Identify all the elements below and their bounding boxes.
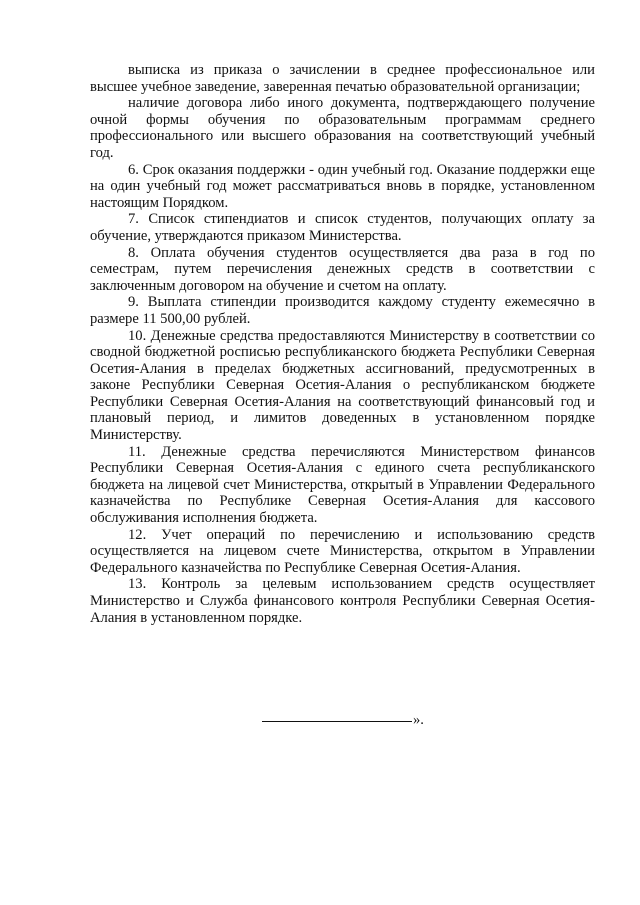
paragraph-item-9: 9. Выплата стипендии производится каждому студенту ежемесячно в размере 11 500,00 рублей. (90, 294, 595, 327)
paragraph-study-contract: наличие договора либо иного документа, подтверждающего получение очной формы обучения по образовательным программам среднего профессионального или высшего образования на соответствующий учебный год. (90, 95, 595, 161)
paragraph-enrollment-extract: выписка из приказа о зачислении в среднее профессиональное или высшее учебное заведение, заверенная печатью образовательной организации; (90, 62, 595, 95)
paragraph-item-7: 7. Список стипендиатов и список студентов, получающих оплату за обучение, утверждаются приказом Министерства. (90, 211, 595, 244)
paragraph-item-13: 13. Контроль за целевым использованием средств осуществляет Министерство и Служба финансового контроля Республики Северная Осетия-Алания в установленном порядке. (90, 576, 595, 626)
paragraph-item-8: 8. Оплата обучения студентов осуществляется два раза в год по семестрам, путем перечисления денежных средств в соответствии с заключенным договором на обучение и счетом на оплату. (90, 244, 595, 294)
paragraph-item-11: 11. Денежные средства перечисляются Министерством финансов Республики Северная Осетия-Алания с единого счета республиканского бюджета на лицевой счет Министерства, открытый в Управлении Федерального казначейства по Республике Северная Осетия-Алания для кассового обслуживания исполнения бюджета. (90, 443, 595, 527)
document-body (90, 62, 595, 626)
paragraph-item-6: 6. Срок оказания поддержки - один учебный год. Оказание поддержки еще на один учебный год может рассматриваться вновь в порядке, установленном настоящим Порядком. (90, 161, 595, 211)
closing-quote-mark: ». (413, 712, 424, 728)
paragraph-item-12: 12. Учет операций по перечислению и использованию средств осуществляется на лицевом счете Министерства, открытом в Управлении Федерального казначейства по Республике Северная Осетия-Алания. (90, 526, 595, 576)
paragraph-item-10: 10. Денежные средства предоставляются Министерству в соответствии со сводной бюджетной росписью республиканского бюджета Республики Северная Осетия-Алания в пределах бюджетных ассигнований, предусмотренных в законе Республики Северная Осетия-Алания о республиканском бюджете Республики Северная Осетия-Алания на соответствующий финансовый год и плановый период, и лимитов доведенных в установленном порядке Министерству. (90, 327, 595, 444)
closing-line (262, 712, 442, 729)
closing-rule (262, 721, 412, 722)
